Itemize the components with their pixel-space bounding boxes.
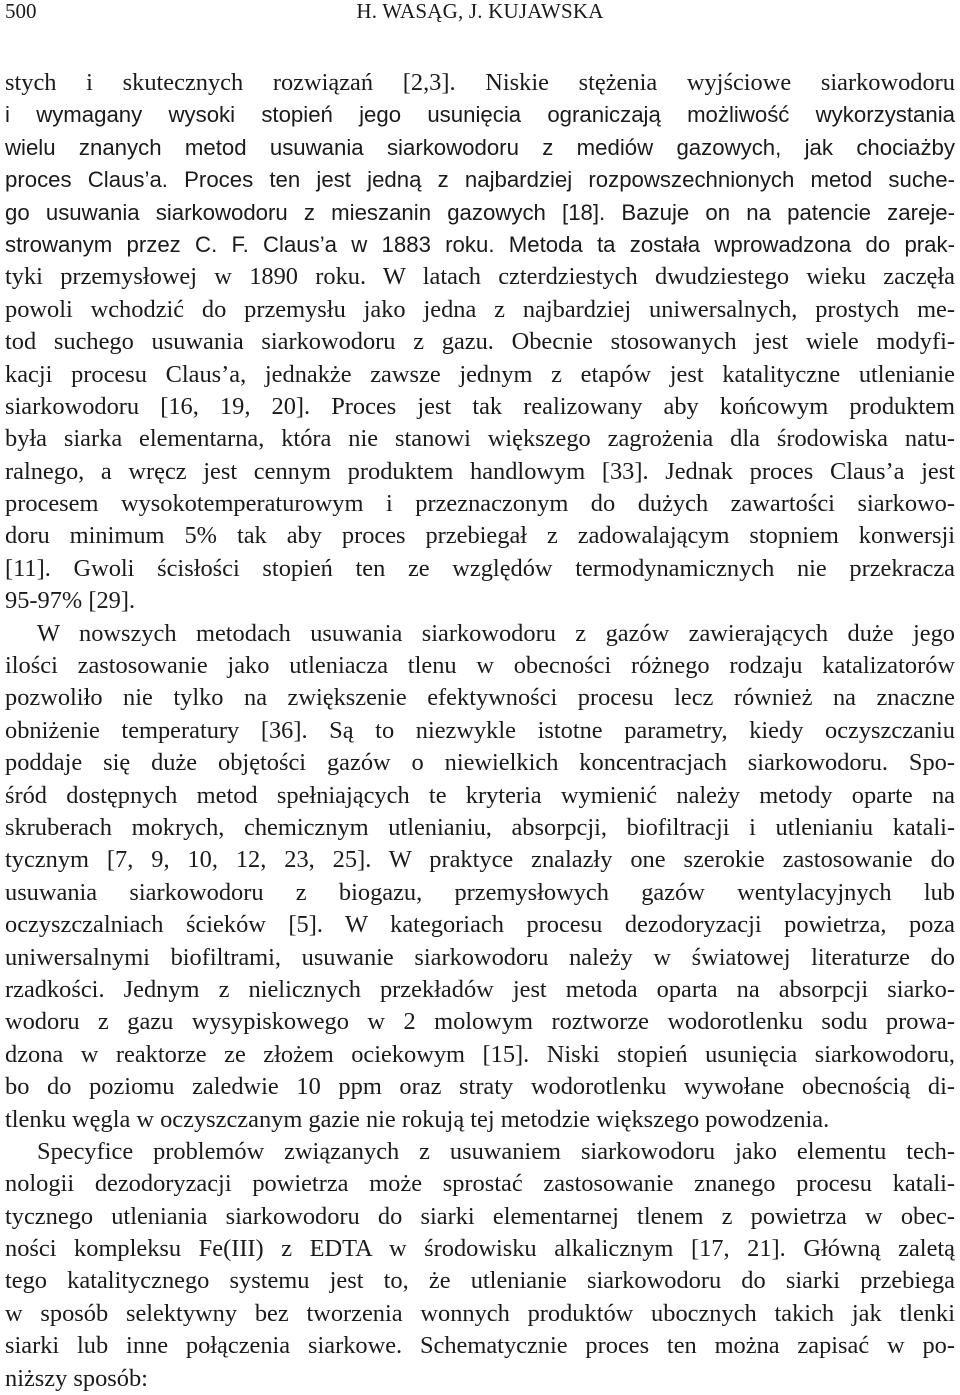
text-line: W nowszych metodach usuwania siarkowodoru z gazów zawierających duże jego xyxy=(37,619,955,647)
text-line: tycznego utleniania siarkowodoru do siarki elementarnej tlenem z powietrza w obec- xyxy=(5,1202,955,1230)
text-line: 95-97% [29]. xyxy=(5,587,136,615)
page-number: 500 xyxy=(5,0,37,23)
text-line: kacji procesu Claus’a, jednakże zawsze jednym z etapów jest katalityczne utlenianie xyxy=(5,360,955,388)
text-line: powoli wchodzić do przemysłu jako jedna z najbardziej uniwersalnych, prostych me- xyxy=(5,295,955,323)
text-line: pozwoliło nie tylko na zwiększenie efektywności procesu lecz również na znaczne xyxy=(5,684,955,712)
text-line: siarkowodoru [16, 19, 20]. Proces jest tak realizowany aby końcowym produktem xyxy=(5,392,955,420)
text-line: i wymagany wysoki stopień jego usunięcia ograniczają możliwość wykorzystania xyxy=(5,102,955,128)
text-line: ności kompleksu Fe(III) z EDTA w środowisku alkalicznym [17, 21]. Główną zaletą xyxy=(5,1235,955,1263)
text-line: doru minimum 5% tak aby proces przebiegał z zadowalającym stopniem konwersji xyxy=(5,522,955,550)
text-line: stych i skutecznych rozwiązań [2,3]. Niskie stężenia wyjściowe siarkowodoru xyxy=(5,69,955,96)
text-line: skruberach mokrych, chemicznym utlenianiu, absorpcji, biofiltracji i utlenianiu katali- xyxy=(5,813,955,841)
text-line: wodoru z gazu wysypiskowego w 2 molowym roztworze wodorotlenku sodu prowa- xyxy=(5,1008,955,1036)
running-head: H. WASĄG, J. KUJAWSKA xyxy=(356,0,604,23)
text-line: tod suchego usuwania siarkowodoru z gazu. Obecnie stosowanych jest wiele modyfi- xyxy=(5,328,955,356)
text-line: Specyfice problemów związanych z usuwaniem siarkowodoru jako elementu tech- xyxy=(37,1137,955,1165)
text-line: ralnego, a wręcz jest cennym produktem handlowym [33]. Jednak proces Claus’a jest xyxy=(5,457,955,485)
text-line: poddaje się duże objętości gazów o niewielkich koncentracjach siarkowodoru. Spo- xyxy=(5,749,955,777)
text-line: procesem wysokotemperaturowym i przeznaczonym do dużych zawartości siarkowo- xyxy=(5,490,955,518)
page-header xyxy=(5,0,955,30)
text-line: nologii dezodoryzacji powietrza może sprostać zastosowanie znanego procesu katali- xyxy=(5,1170,955,1198)
body-text xyxy=(5,67,955,1395)
text-line: [11]. Gwoli ścisłości stopień ten ze względów termodynamicznych nie przekracza xyxy=(5,554,955,582)
text-line: proces Claus’a. Proces ten jest jedną z najbardziej rozpowszechnionych metod suche- xyxy=(5,167,955,193)
text-line: dzona w reaktorze ze złożem ociekowym [15]. Niski stopień usunięcia siarkowodoru, xyxy=(5,1040,955,1068)
text-line: rzadkości. Jednym z nielicznych przekładów jest metoda oparta na absorpcji siarko- xyxy=(5,975,955,1003)
text-line: wielu znanych metod usuwania siarkowodoru z mediów gazowych, jak chociażby xyxy=(5,134,955,160)
text-line: strowanym przez C. F. Claus’a w 1883 roku. Metoda ta została wprowadzona do prak- xyxy=(5,231,955,257)
text-line: tego katalitycznego systemu jest to, że utlenianie siarkowodoru do siarki przebiega xyxy=(5,1267,955,1295)
text-line: śród dostępnych metod spełniających te kryteria wymienić należy metody oparte na xyxy=(5,781,955,809)
text-line: niższy sposób: xyxy=(5,1364,148,1392)
text-line: tycznym [7, 9, 10, 12, 23, 25]. W praktyce znalazły one szerokie zastosowanie do xyxy=(5,846,955,874)
text-line: go usuwania siarkowodoru z mieszanin gazowych [18]. Bazuje on na patencie zareje- xyxy=(5,199,955,225)
text-line: ilości zastosowanie jako utleniacza tlenu w obecności różnego rodzaju katalizatorów xyxy=(5,652,955,680)
text-line: siarki lub inne połączenia siarkowe. Schematycznie proces ten można zapisać w po- xyxy=(5,1332,955,1360)
text-line: tlenku węgla w oczyszczanym gazie nie rokują tej metodzie większego powodzenia. xyxy=(5,1105,830,1133)
text-line: tyki przemysłowej w 1890 roku. W latach czterdziestych dwudziestego wieku zaczęła xyxy=(5,263,955,291)
text-line: w sposób selektywny bez tworzenia wonnych produktów ubocznych takich jak tlenki xyxy=(5,1299,955,1327)
text-line: była siarka elementarna, która nie stanowi większego zagrożenia dla środowiska natu- xyxy=(5,425,955,453)
text-line: bo do poziomu zaledwie 10 ppm oraz straty wodorotlenku wywołane obecnością di- xyxy=(5,1073,955,1101)
text-line: oczyszczalniach ścieków [5]. W kategoriach procesu dezodoryzacji powietrza, poza xyxy=(5,911,955,939)
text-line: uniwersalnymi biofiltrami, usuwanie siarkowodoru należy w światowej literaturze do xyxy=(5,943,955,971)
text-line: obniżenie temperatury [36]. Są to niezwykle istotne parametry, kiedy oczyszczaniu xyxy=(5,716,955,744)
text-line: usuwania siarkowodoru z biogazu, przemysłowych gazów wentylacyjnych lub xyxy=(5,878,955,906)
